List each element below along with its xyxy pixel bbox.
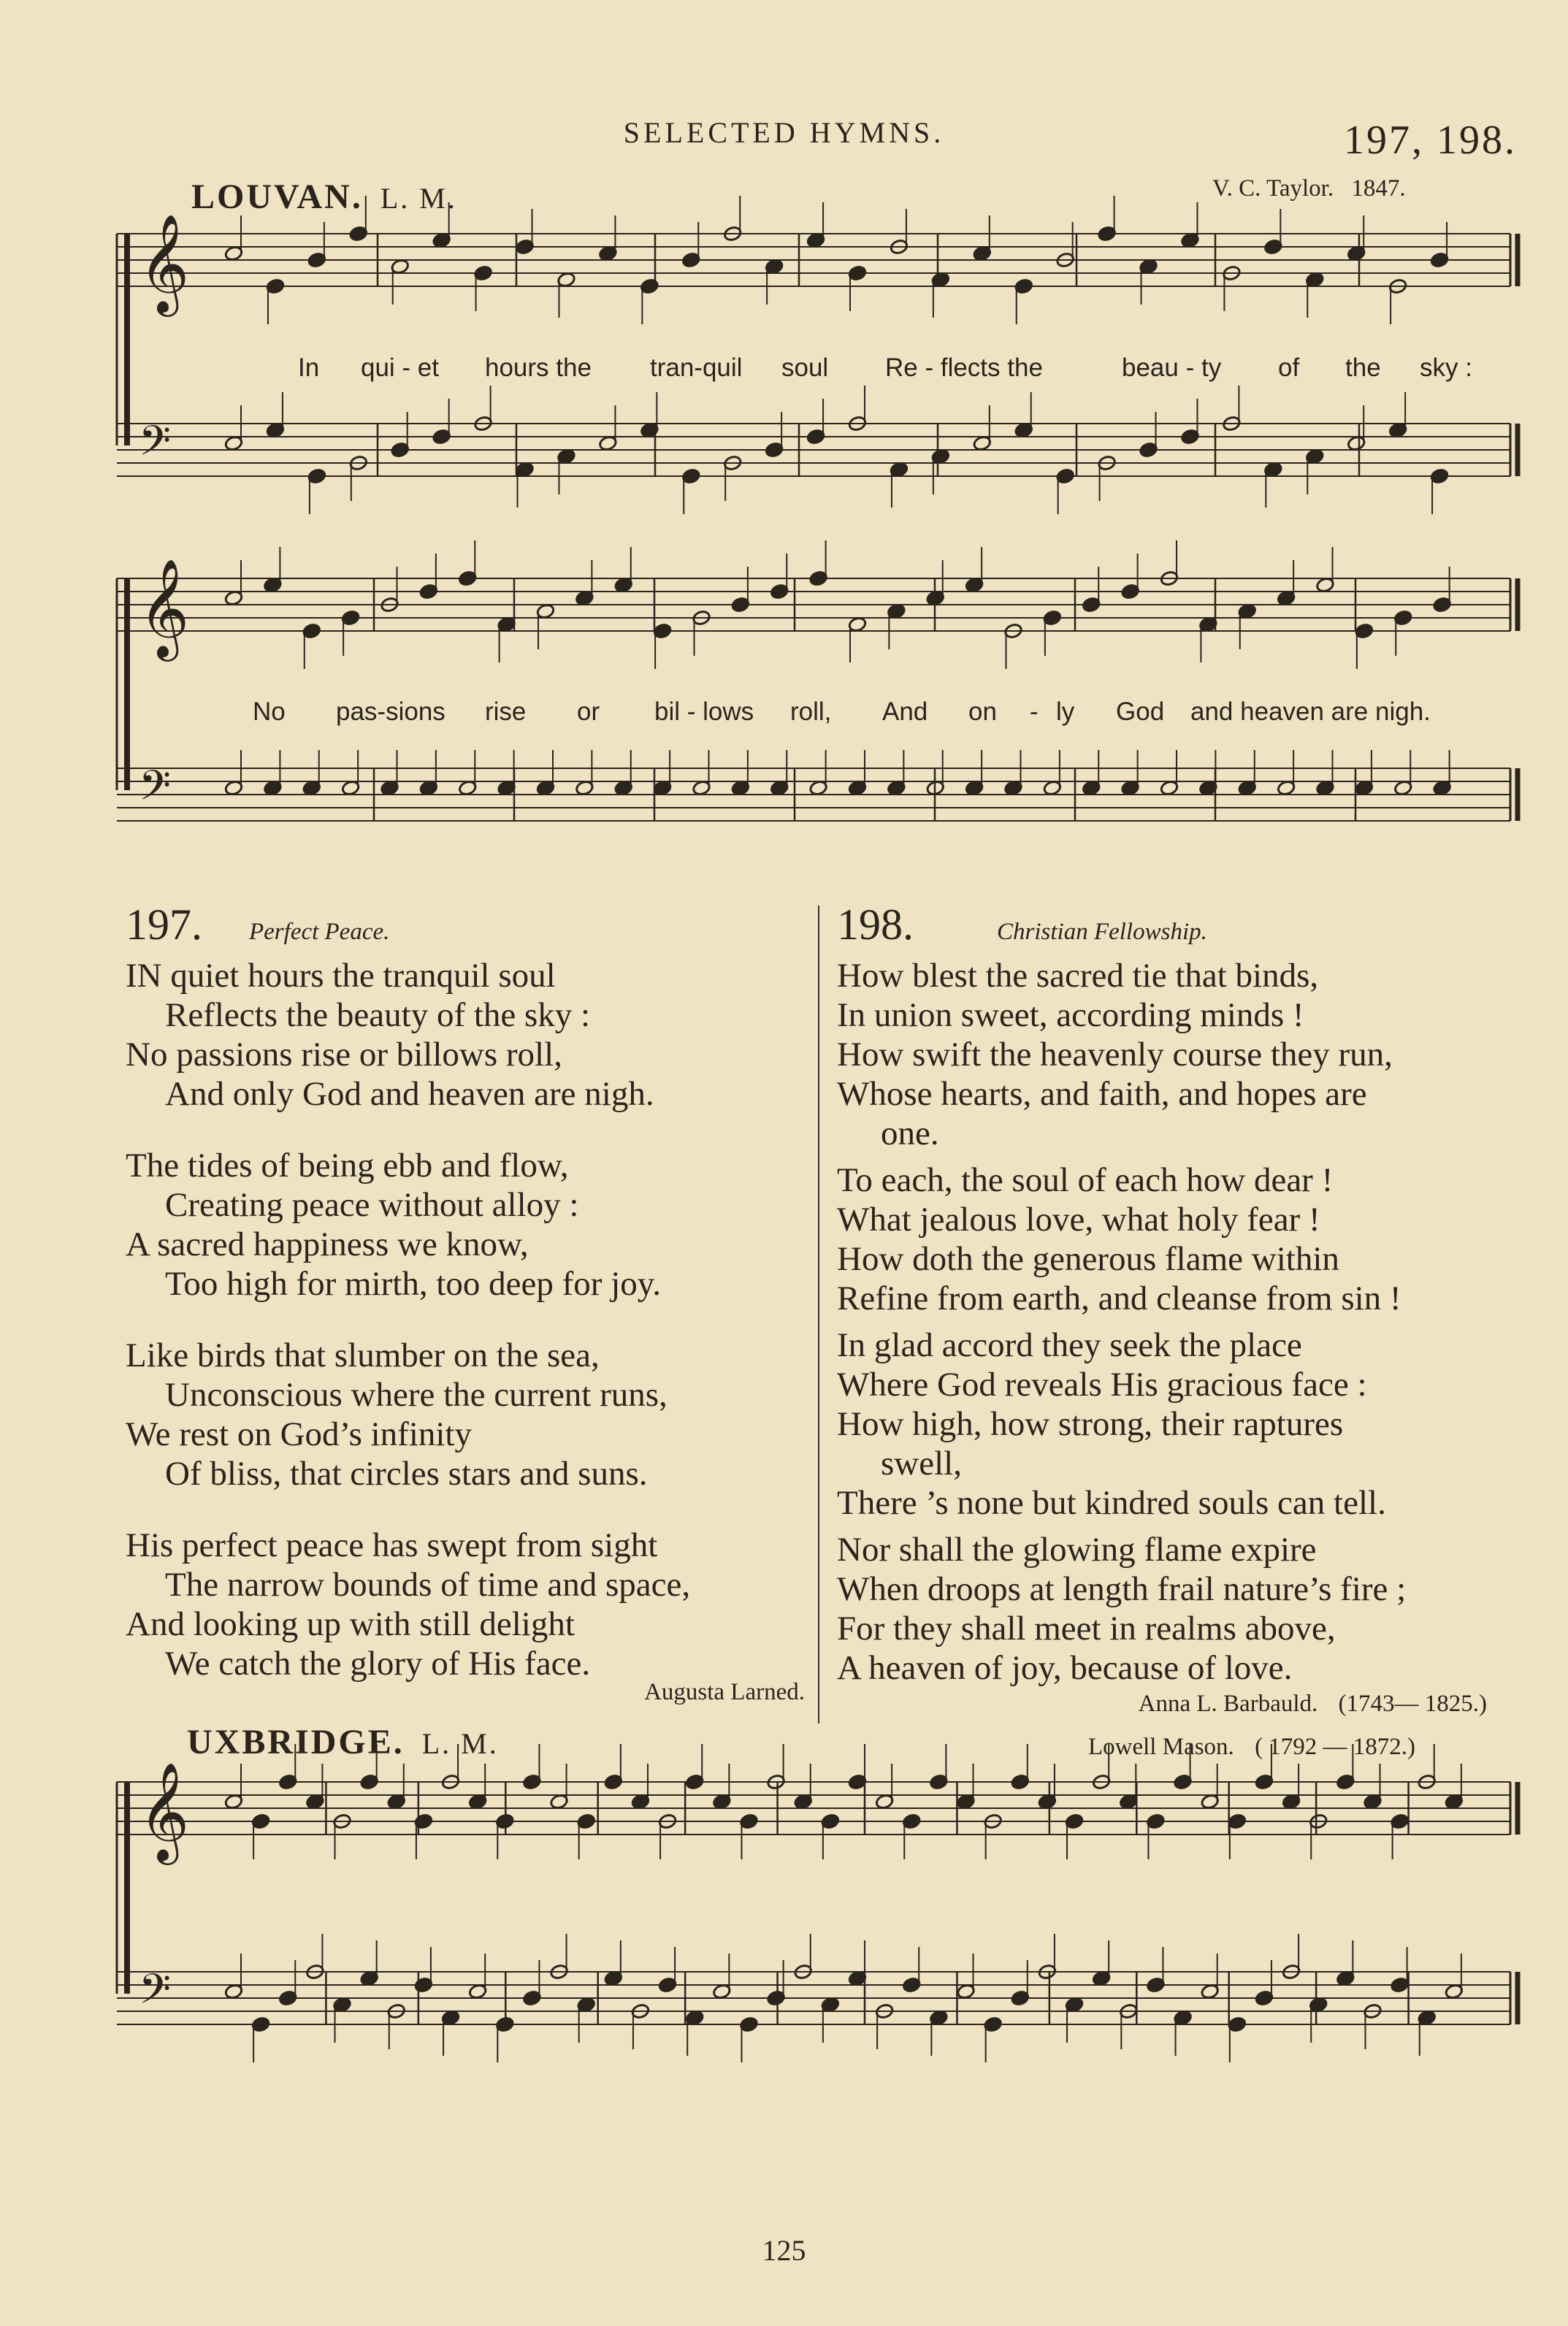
verse-line: The tides of being ebb and flow, (126, 1147, 569, 1185)
verse-line: How blest the sacred tie that binds, (837, 957, 1319, 995)
hymn-numbers: 197, 198. (1344, 118, 1517, 163)
lyric-word: bil - lows (654, 697, 754, 726)
verse-line: Of bliss, that circles stars and suns. (165, 1455, 648, 1493)
bass-clef: 𝄢 (139, 418, 171, 475)
treble-clef: 𝄞 (139, 1761, 190, 1861)
verse-line: In glad accord they seek the place (837, 1326, 1302, 1364)
lyric-word: of (1278, 353, 1300, 382)
verse-line: one. (881, 1114, 939, 1152)
verse-line: And looking up with still delight (126, 1605, 575, 1643)
verse-line: Unconscious where the current runs, (165, 1376, 668, 1414)
lyric-word: hours the (485, 353, 592, 382)
tune-meter: L. M. (421, 1727, 499, 1760)
hymn-theme: Perfect Peace. (249, 919, 390, 945)
hymn-author: Augusta Larned. (644, 1679, 805, 1705)
verse-line: A heaven of joy, because of love. (837, 1649, 1293, 1687)
bass-clef: 𝄢 (139, 1966, 171, 2024)
verse-line: Like birds that slumber on the sea, (126, 1336, 600, 1374)
lyric-word: pas-sions (336, 697, 445, 726)
composer-dates: ( 1792 — 1872.) (1255, 1734, 1416, 1760)
lyric-word: rise (485, 697, 527, 726)
verse-line: There ’s none but kindred souls can tell. (837, 1484, 1386, 1522)
verse-line: Nor shall the glowing flame expire (837, 1531, 1317, 1569)
lyric-word: tran-quil (650, 353, 743, 382)
lyric-word: and heaven are nigh. (1190, 697, 1431, 726)
verse-line: For they shall meet in realms above, (837, 1610, 1336, 1648)
lyric-word: No (253, 697, 286, 726)
verse-line: What jealous love, what holy fear ! (837, 1201, 1320, 1239)
lyric-word: qui - et (361, 353, 439, 382)
verse-line: In union sweet, according minds ! (837, 996, 1304, 1034)
verse-line: We rest on God’s infinity (126, 1415, 472, 1453)
treble-clef: 𝄞 (139, 557, 190, 657)
lyric-word: beau - ty (1122, 353, 1222, 382)
tune-name: UXBRIDGE. (187, 1723, 405, 1761)
lyric-word: And (882, 697, 928, 726)
verse-line: No passions rise or billows roll, (126, 1036, 562, 1074)
lyric-word: In (298, 353, 320, 382)
composer-name: Lowell Mason. (1088, 1734, 1234, 1760)
verse-line: Where God reveals His gracious face : (837, 1366, 1367, 1404)
verse-line: To each, the soul of each how dear ! (837, 1161, 1334, 1199)
composer-year: 1847. (1351, 175, 1406, 202)
verse-line: How doth the generous flame within (837, 1240, 1339, 1278)
lyric-word: soul (781, 353, 829, 382)
tune-meter: L. M. (380, 182, 457, 215)
lyric-word: God (1116, 697, 1165, 726)
bass-clef: 𝄢 (139, 762, 171, 820)
lyric-word: - (1030, 697, 1039, 726)
lyric-word: Re - flects the (885, 353, 1043, 382)
hymn-number: 198. (837, 900, 914, 949)
page-number: 125 (762, 2234, 806, 2267)
verse-line: A sacred happiness we know, (126, 1225, 529, 1263)
lyric-word: on (968, 697, 997, 726)
verse-line: Creating peace without alloy : (165, 1186, 579, 1224)
verse-line: Refine from earth, and cleanse from sin ! (837, 1279, 1401, 1317)
verse-line: Too high for mirth, too deep for joy. (165, 1265, 661, 1303)
tune-name: LOUVAN. (191, 177, 363, 216)
verse-line: swell, (881, 1445, 962, 1483)
verse-line: We catch the glory of His face. (165, 1645, 591, 1683)
hymn-theme: Christian Fellowship. (997, 919, 1207, 945)
running-head: SELECTED HYMNS. (623, 116, 945, 149)
verse-line: And only God and heaven are nigh. (165, 1075, 654, 1113)
hymn-number: 197. (126, 900, 202, 949)
verse-line: When droops at length frail nature’s fire ; (837, 1570, 1407, 1608)
lyric-word: or (577, 697, 600, 726)
lyric-word: ly (1056, 697, 1075, 726)
verse-line: His perfect peace has swept from sight (126, 1526, 658, 1564)
verse-line: Whose hearts, and faith, and hopes are (837, 1075, 1367, 1113)
verse-line: Reflects the beauty of the sky : (165, 996, 591, 1034)
author-dates: (1743— 1825.) (1338, 1691, 1487, 1717)
lyric-word: the (1345, 353, 1381, 382)
author-name: Anna L. Barbauld. (1138, 1691, 1318, 1717)
treble-clef: 𝄞 (139, 213, 190, 313)
verse-line: How high, how strong, their raptures (837, 1405, 1344, 1443)
composer-name: V. C. Taylor. (1212, 175, 1334, 202)
verse-line: The narrow bounds of time and space, (165, 1566, 691, 1604)
lyric-word: roll, (790, 697, 832, 726)
verse-line: How swift the heavenly course they run, (837, 1036, 1393, 1074)
verse-line: IN quiet hours the tranquil soul (126, 957, 556, 995)
lyric-word: sky : (1420, 353, 1472, 382)
